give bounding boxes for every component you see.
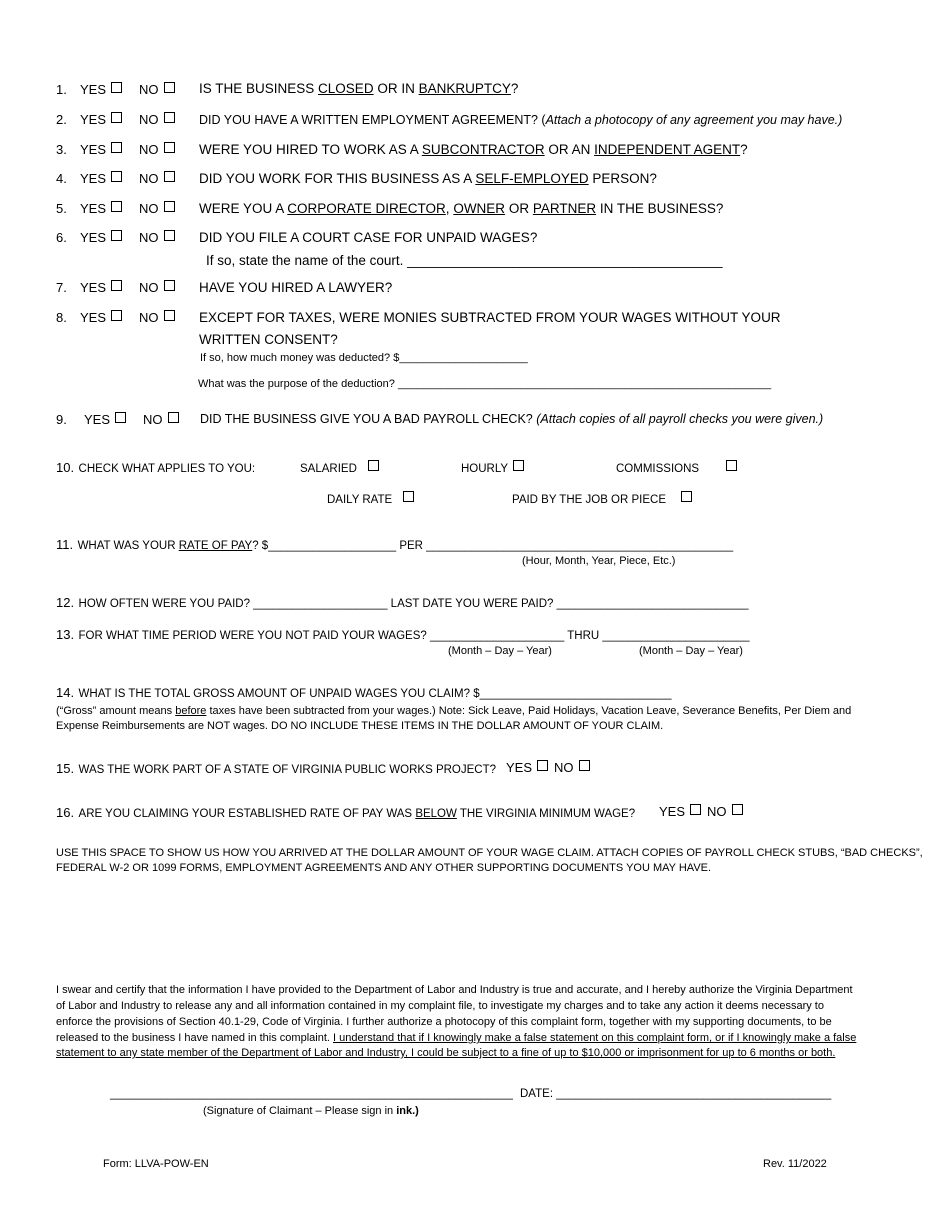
- q7-yes[interactable]: YES: [80, 280, 122, 295]
- q14-note-line2: Expense Reimbursements are NOT wages. DO NO INCLUDE THESE ITEMS IN THE DOLLAR AMOUNT OF YOUR CLAIM.: [56, 720, 664, 732]
- q6-no-checkbox[interactable]: [164, 230, 175, 241]
- certify-line2: of Labor and Industry to release any and all information contained in my complaint file, to investigate my charges and to take any action it deems necessary to: [56, 1000, 824, 1012]
- q5-no[interactable]: NO: [139, 201, 175, 216]
- option-daily-rate[interactable]: DAILY RATE: [327, 491, 414, 506]
- q14[interactable]: 14. WHAT IS THE TOTAL GROSS AMOUNT OF UNPAID WAGES YOU CLAIM? $______________________________: [56, 685, 672, 700]
- q6-text: DID YOU FILE A COURT CASE FOR UNPAID WAGES?: [199, 230, 538, 245]
- q6-yes[interactable]: YES: [80, 230, 122, 245]
- q6-court-name-field[interactable]: If so, state the name of the court. __________________________________________: [206, 253, 723, 268]
- q2-yes-checkbox[interactable]: [111, 112, 122, 123]
- daily-rate-checkbox[interactable]: [403, 491, 414, 502]
- q8-yes-checkbox[interactable]: [111, 310, 122, 321]
- space-note-line2: FEDERAL W-2 OR 1099 FORMS, EMPLOYMENT AGREEMENTS AND ANY OTHER SUPPORTING DOCUMENTS YOU MAY HAVE.: [56, 862, 712, 874]
- q8-no[interactable]: NO: [139, 310, 175, 325]
- q3-yes[interactable]: YES: [80, 142, 122, 157]
- q16-no[interactable]: NO: [707, 804, 743, 819]
- date-field[interactable]: DATE: ___________________________________________: [520, 1088, 832, 1100]
- q3-yes-checkbox[interactable]: [111, 142, 122, 153]
- q4-no-checkbox[interactable]: [164, 171, 175, 182]
- q3-number: 3.: [56, 142, 67, 157]
- q13-hint-thru: (Month – Day – Year): [639, 645, 743, 657]
- calculation-space[interactable]: [56, 882, 892, 977]
- q9-yes[interactable]: YES: [84, 412, 126, 427]
- certify-line1: I swear and certify that the information I have provided to the Department of Labor and Industry is true and accurate, and I hereby authorize the Virginia Department: [56, 984, 853, 996]
- q6-number: 6.: [56, 230, 67, 245]
- q5-no-checkbox[interactable]: [164, 201, 175, 212]
- q15-no-checkbox[interactable]: [579, 760, 590, 771]
- q3-text: WERE YOU HIRED TO WORK AS A SUBCONTRACTOR OR AN INDEPENDENT AGENT?: [199, 142, 748, 157]
- q9-yes-checkbox[interactable]: [115, 412, 126, 423]
- q3-no-checkbox[interactable]: [164, 142, 175, 153]
- q5-yes[interactable]: YES: [80, 201, 122, 216]
- q2-number: 2.: [56, 112, 67, 127]
- q11[interactable]: 11. WHAT WAS YOUR RATE OF PAY? $____________________ PER ________________________________________________: [56, 537, 734, 552]
- q9-no[interactable]: NO: [143, 412, 179, 427]
- option-paid-by-job[interactable]: PAID BY THE JOB OR PIECE: [512, 491, 692, 506]
- q2-no-checkbox[interactable]: [164, 112, 175, 123]
- q16-yes[interactable]: YES: [659, 804, 701, 819]
- yes-label: YES: [80, 82, 107, 97]
- q9-number: 9.: [56, 412, 67, 427]
- q11-hint: (Hour, Month, Year, Piece, Etc.): [522, 555, 676, 567]
- q4-no[interactable]: NO: [139, 171, 175, 186]
- q4-text: DID YOU WORK FOR THIS BUSINESS AS A SELF-EMPLOYED PERSON?: [199, 171, 657, 186]
- space-note-line1: USE THIS SPACE TO SHOW US HOW YOU ARRIVED AT THE DOLLAR AMOUNT OF YOUR WAGE CLAIM. ATTACH COPIES OF PAYROLL CHECK STUBS, “BAD CHECKS”,: [56, 847, 923, 859]
- q8-text-line2: WRITTEN CONSENT?: [199, 332, 338, 347]
- q16: 16. ARE YOU CLAIMING YOUR ESTABLISHED RATE OF PAY WAS BELOW THE VIRGINIA MINIMUM WAGE?: [56, 805, 636, 820]
- q1-yes[interactable]: [80, 82, 122, 97]
- q5-number: 5.: [56, 201, 67, 216]
- q2-yes[interactable]: YES: [80, 112, 122, 127]
- q7-text: HAVE YOU HIRED A LAWYER?: [199, 280, 393, 295]
- signature-hint: (Signature of Claimant – Please sign in ink.): [203, 1105, 419, 1117]
- q9-no-checkbox[interactable]: [168, 412, 179, 423]
- q10: 10. CHECK WHAT APPLIES TO YOU:: [56, 460, 256, 475]
- q7-yes-checkbox[interactable]: [111, 280, 122, 291]
- q1-no-checkbox[interactable]: [164, 82, 175, 93]
- q1-no[interactable]: [139, 82, 175, 97]
- q8-amount-field[interactable]: If so, how much money was deducted? $_____________________: [200, 352, 528, 364]
- q8-purpose-field[interactable]: What was the purpose of the deduction? _____________________________________________________________: [198, 378, 772, 390]
- q4-yes-checkbox[interactable]: [111, 171, 122, 182]
- q8-number: 8.: [56, 310, 67, 325]
- q1-number: 1.: [56, 82, 67, 97]
- q1-yes-checkbox[interactable]: [111, 82, 122, 93]
- q13-hint-from: (Month – Day – Year): [448, 645, 552, 657]
- q12[interactable]: 12. HOW OFTEN WERE YOU PAID? _____________________ LAST DATE YOU WERE PAID? ______________________________: [56, 595, 749, 610]
- certify-line5: statement to any state member of the Department of Labor and Industry, I could be subject to a fine of up to $10,000 or imprisonment for up to 6 months or both.: [56, 1047, 836, 1059]
- q2-no[interactable]: NO: [139, 112, 175, 127]
- salaried-checkbox[interactable]: [368, 460, 379, 471]
- q5-text: WERE YOU A CORPORATE DIRECTOR, OWNER OR PARTNER IN THE BUSINESS?: [199, 201, 724, 216]
- q13[interactable]: 13. FOR WHAT TIME PERIOD WERE YOU NOT PAID YOUR WAGES? _____________________ THRU _______________________: [56, 627, 750, 642]
- certify-line4: released to the business I have named in this complaint. I understand that if I knowingly make a false statement on this complaint form, or if I knowingly make a false: [56, 1032, 857, 1044]
- q8-text-line1: EXCEPT FOR TAXES, WERE MONIES SUBTRACTED FROM YOUR WAGES WITHOUT YOUR: [199, 310, 781, 325]
- q4-number: 4.: [56, 171, 67, 186]
- option-hourly[interactable]: HOURLY: [461, 460, 524, 475]
- q8-no-checkbox[interactable]: [164, 310, 175, 321]
- q15: 15. WAS THE WORK PART OF A STATE OF VIRGINIA PUBLIC WORKS PROJECT?: [56, 761, 497, 776]
- q14-note-line1: (“Gross” amount means before taxes have been subtracted from your wages.) Note: Sick Leave, Paid Holidays, Vacation Leave, Severance Benefits, Per Diem and: [56, 705, 852, 717]
- q7-no[interactable]: NO: [139, 280, 175, 295]
- q6-no[interactable]: NO: [139, 230, 175, 245]
- q16-no-checkbox[interactable]: [732, 804, 743, 815]
- q15-no[interactable]: NO: [554, 760, 590, 775]
- q16-yes-checkbox[interactable]: [690, 804, 701, 815]
- q7-number: 7.: [56, 280, 67, 295]
- q1-text: IS THE BUSINESS CLOSED OR IN BANKRUPTCY?: [199, 81, 519, 96]
- q9-text: DID THE BUSINESS GIVE YOU A BAD PAYROLL CHECK? (Attach copies of all payroll checks you were given.): [200, 412, 824, 426]
- q15-yes-checkbox[interactable]: [537, 760, 548, 771]
- hourly-checkbox[interactable]: [513, 460, 524, 471]
- option-commissions[interactable]: COMMISSIONS: [616, 460, 737, 475]
- commissions-checkbox[interactable]: [726, 460, 737, 471]
- paid-by-job-checkbox[interactable]: [681, 491, 692, 502]
- q6-yes-checkbox[interactable]: [111, 230, 122, 241]
- revision: Rev. 11/2022: [763, 1158, 827, 1170]
- certify-line3: enforce the provisions of Section 40.1-29, Code of Virginia. I further authorize a photocopy of this complaint form, together with my supporting documents, to be: [56, 1016, 832, 1028]
- no-label: NO: [139, 82, 159, 97]
- q2-text: DID YOU HAVE A WRITTEN EMPLOYMENT AGREEMENT? (Attach a photocopy of any agreement you may have.): [199, 113, 843, 127]
- q8-yes[interactable]: YES: [80, 310, 122, 325]
- signature-field[interactable]: _______________________________________________________________: [110, 1088, 513, 1100]
- q5-yes-checkbox[interactable]: [111, 201, 122, 212]
- form-id: Form: LLVA-POW-EN: [103, 1158, 209, 1170]
- q3-no[interactable]: NO: [139, 142, 175, 157]
- q15-yes[interactable]: YES: [506, 760, 548, 775]
- q7-no-checkbox[interactable]: [164, 280, 175, 291]
- option-salaried[interactable]: SALARIED: [300, 460, 379, 475]
- q4-yes[interactable]: YES: [80, 171, 122, 186]
